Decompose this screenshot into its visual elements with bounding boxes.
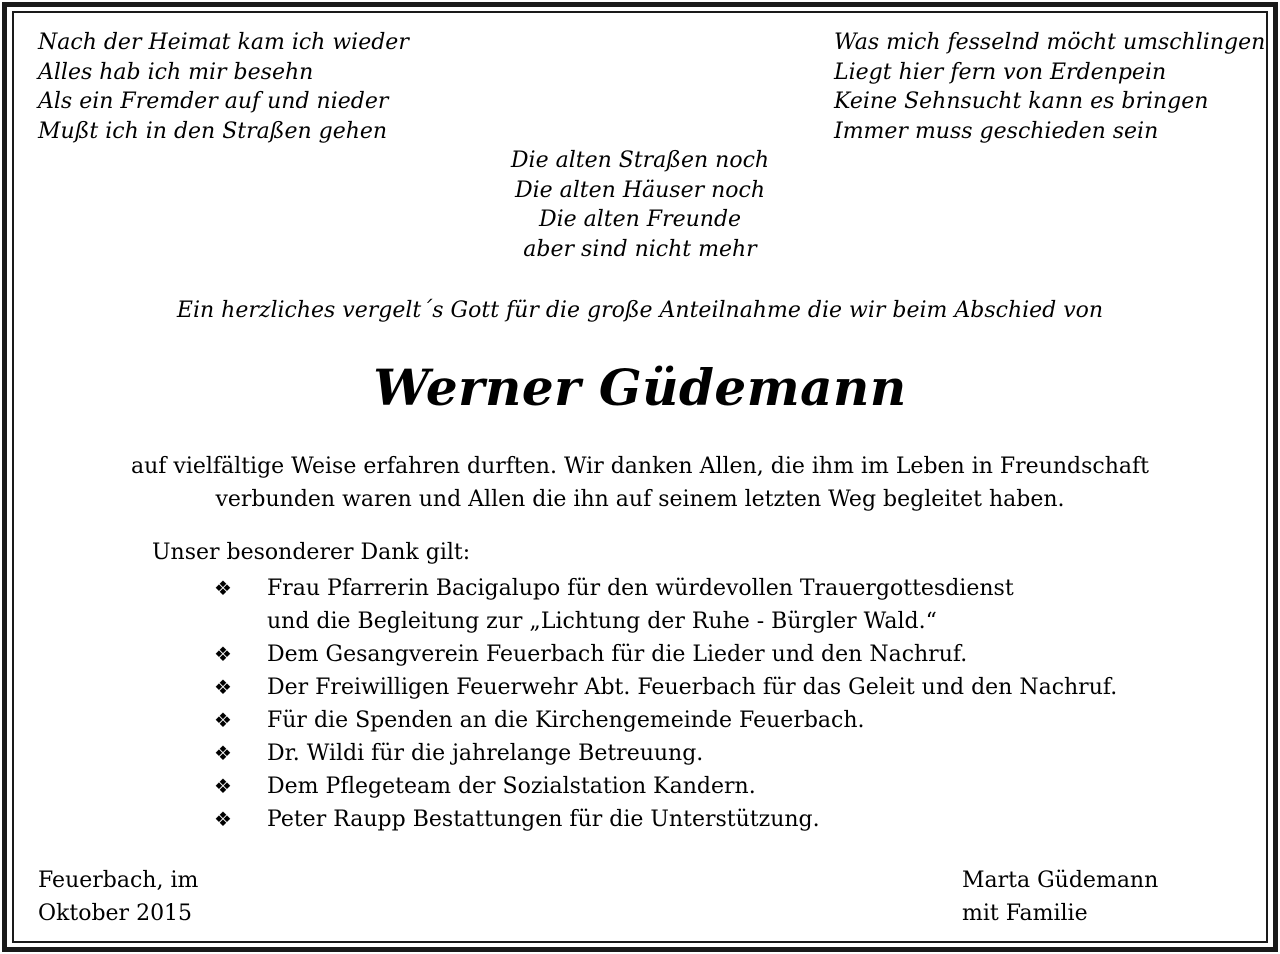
poem-line: aber sind nicht mehr <box>523 236 757 262</box>
deceased-name: Werner Güdemann <box>373 358 907 417</box>
family-suffix-line: mit Familie <box>962 901 1088 926</box>
list-item <box>210 638 1117 671</box>
list-item-text: Dem Gesangverein Feuerbach für die Lieder und den Nachruf. <box>267 642 968 667</box>
list-item-text: Für die Spenden an die Kirchengemeinde Feuerbach. <box>267 708 865 733</box>
thanks-intro: Ein herzliches vergelt´s Gott für die große Anteilnahme die wir beim Abschied von <box>176 298 1104 323</box>
poem-right-stanza <box>834 28 1265 146</box>
diamond-bullet-icon: ❖ <box>214 675 232 699</box>
poem-line: Nach der Heimat kam ich wieder <box>38 30 409 55</box>
diamond-bullet-icon: ❖ <box>214 741 232 765</box>
list-item <box>210 704 1117 737</box>
paragraph-line: verbunden waren und Allen die ihn auf seinem letzten Weg begleitet haben. <box>215 487 1065 512</box>
diamond-bullet-icon: ❖ <box>214 807 232 831</box>
place-date <box>38 864 198 930</box>
diamond-bullet-icon: ❖ <box>214 642 232 666</box>
place-line: Feuerbach, im <box>38 868 199 893</box>
poem-line: Keine Sehnsucht kann es bringen <box>834 89 1209 114</box>
paragraph-line: auf vielfältige Weise erfahren durften. Wir danken Allen, die ihm im Leben in Freundschaft <box>130 454 1150 479</box>
list-item-text: Der Freiwilligen Feuerwehr Abt. Feuerbach für das Geleit und den Nachruf. <box>267 675 1118 700</box>
date-line: Oktober 2015 <box>38 901 193 926</box>
poem-line: Was mich fesselnd möcht umschlingen <box>834 30 1266 55</box>
poem-center-stanza <box>440 146 840 264</box>
list-item <box>210 803 1117 836</box>
poem-line: Mußt ich in den Straßen gehen <box>38 118 388 144</box>
dank-heading: Unser besonderer Dank gilt: <box>152 540 471 565</box>
poem-line: Alles hab ich mir besehn <box>38 59 314 85</box>
poem-line: Die alten Straßen noch <box>510 148 770 173</box>
thanks-paragraph <box>0 450 1280 516</box>
list-item-text: Dr. Wildi für die jahrelange Betreuung. <box>267 741 704 766</box>
poem-line: Immer muss geschieden sein <box>834 118 1159 144</box>
poem-line: Als ein Fremder auf und nieder <box>38 89 389 114</box>
list-item <box>210 572 1117 638</box>
poem-left-stanza <box>38 28 409 146</box>
family-name-line: Marta Güdemann <box>962 868 1159 893</box>
poem-line: Die alten Freunde <box>538 207 742 232</box>
list-item <box>210 770 1117 803</box>
family-signature <box>962 864 1158 930</box>
list-item <box>210 671 1117 704</box>
list-item-text: Frau Pfarrerin Bacigalupo für den würdevollen Trauergottesdienst <box>267 576 1014 601</box>
diamond-bullet-icon: ❖ <box>214 708 232 732</box>
list-item-text-continued: und die Begleitung zur „Lichtung der Ruhe - Bürgler Wald.“ <box>267 609 937 634</box>
dank-list <box>210 572 1117 836</box>
list-item <box>210 737 1117 770</box>
poem-line: Liegt hier fern von Erdenpein <box>834 59 1167 85</box>
diamond-bullet-icon: ❖ <box>214 774 232 798</box>
list-item-text: Dem Pflegeteam der Sozialstation Kandern. <box>267 774 756 799</box>
list-item-text: Peter Raupp Bestattungen für die Unterstützung. <box>267 807 820 832</box>
diamond-bullet-icon: ❖ <box>214 576 232 600</box>
poem-line: Die alten Häuser noch <box>514 177 766 203</box>
